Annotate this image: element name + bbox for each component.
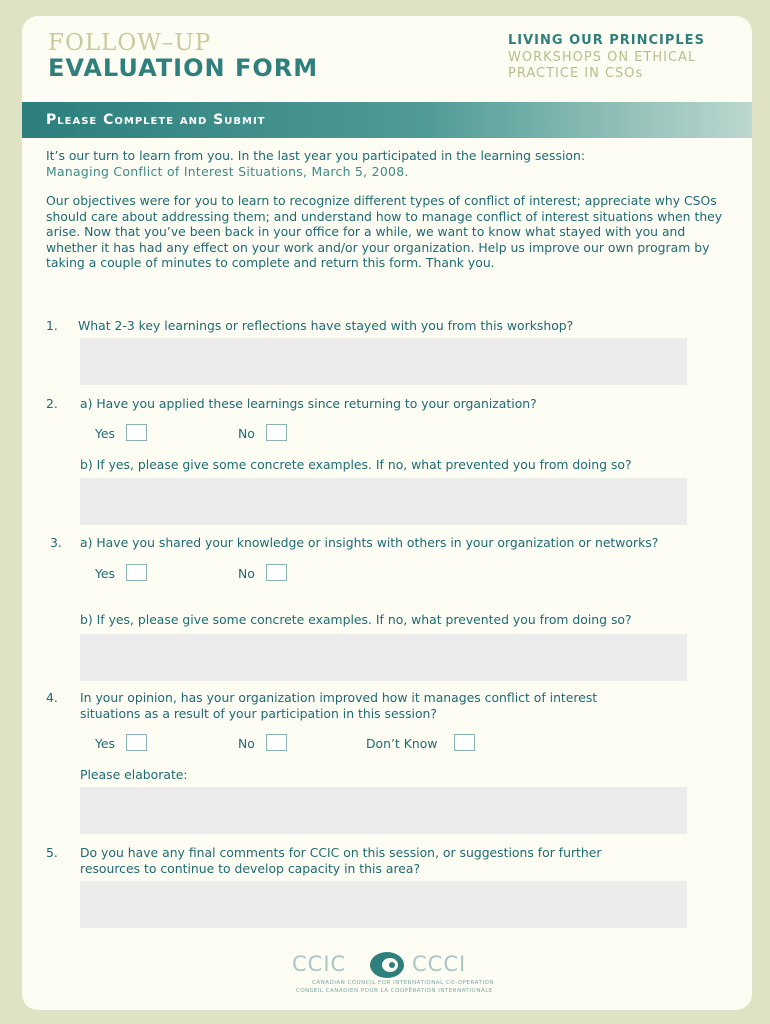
logo-ccic-text: CCIC — [292, 952, 347, 976]
q5-text-line-1: Do you have any final comments for CCIC on this session, or suggestions for further — [80, 845, 602, 860]
intro-line-1: It’s our turn to learn from you. In the last year you participated in the learning session: — [46, 148, 585, 163]
q4-dont-know-label: Don’t Know — [366, 736, 438, 751]
q2-yes-checkbox[interactable] — [126, 424, 147, 441]
q5-text-line-2: resources to continue to develop capacity in this area? — [80, 860, 421, 876]
q2b-text: b) If yes, please give some concrete examples. If no, what prevented you from doing so? — [80, 457, 632, 472]
q1-text: What 2-3 key learnings or reflections have stayed with you from this workshop? — [78, 318, 574, 333]
series-subtitle — [508, 50, 748, 82]
q5-text — [80, 845, 700, 876]
q4-text — [80, 690, 700, 721]
q2-number: 2. — [46, 396, 58, 411]
logo-ccci-text: CCCI — [412, 952, 467, 976]
q3-no-checkbox[interactable] — [266, 564, 287, 581]
q4-text-line-2: situations as a result of your participation in this session? — [80, 705, 437, 721]
q2a-text: a) Have you applied these learnings since returning to your organization? — [80, 396, 537, 411]
q3-yes-checkbox[interactable] — [126, 564, 147, 581]
q4-elaborate-label: Please elaborate: — [80, 767, 188, 782]
form-page — [22, 16, 752, 1010]
logo-mark-icon — [368, 950, 406, 980]
q2-no-label: No — [238, 426, 255, 441]
q4-dont-know-checkbox[interactable] — [454, 734, 475, 751]
series-title: LIVING OUR PRINCIPLES — [508, 33, 705, 48]
q3-yes-label: Yes — [95, 566, 116, 581]
q4-text-line-1: In your opinion, has your organization improved how it manages conflict of interest — [80, 690, 598, 705]
q3-no-label: No — [238, 566, 255, 581]
q2-answer-field[interactable] — [80, 478, 687, 525]
q4-number: 4. — [46, 690, 58, 705]
banner-text: Please Complete and Submit — [46, 112, 266, 128]
q4-no-label: No — [238, 736, 255, 751]
section-banner — [22, 102, 752, 138]
title-line-1: FOLLOW–UP — [48, 30, 212, 56]
q2-yes-label: Yes — [95, 426, 116, 441]
q3a-text: a) Have you shared your knowledge or insights with others in your organization or networks? — [80, 535, 659, 550]
q3-answer-field[interactable] — [80, 634, 687, 681]
objectives-paragraph: Our objectives were for you to learn to recognize different types of conflict of interest; appreciate why CSOs should care about addressing them; and understand how to manage conflict of interest situations when they arise. Now that you’ve been back in your office for a while, we want to know what stayed with you and whether it has had any effect on your work and/or your organization. Help us improve our own program by taking a couple of minutes to complete and return this form. Thank you. — [46, 193, 723, 271]
logo-tagline-fr: CONSEIL CANADIEN POUR LA COOPÉRATION INTERNATIONALE — [296, 988, 493, 994]
q4-answer-field[interactable] — [80, 787, 687, 834]
q5-number: 5. — [46, 845, 58, 860]
series-subtitle-line-1: WORKSHOPS ON ETHICAL — [508, 50, 697, 65]
q4-yes-checkbox[interactable] — [126, 734, 147, 751]
series-subtitle-line-2: PRACTICE IN CSOs — [508, 66, 644, 81]
q5-answer-field[interactable] — [80, 881, 687, 928]
q3-number: 3. — [50, 535, 62, 550]
intro-session-name: Managing Conflict of Interest Situations, March 5, 2008. — [46, 164, 409, 179]
q4-no-checkbox[interactable] — [266, 734, 287, 751]
q1-answer-field[interactable] — [80, 338, 687, 385]
ccic-logo — [290, 946, 494, 996]
q4-yes-label: Yes — [95, 736, 116, 751]
q1-number: 1. — [46, 318, 58, 333]
q2-no-checkbox[interactable] — [266, 424, 287, 441]
q3b-text: b) If yes, please give some concrete examples. If no, what prevented you from doing so? — [80, 612, 632, 627]
title-line-2: EVALUATION FORM — [48, 54, 319, 82]
logo-tagline-en: CANADIAN COUNCIL FOR INTERNATIONAL CO-OPERATION — [312, 980, 494, 986]
